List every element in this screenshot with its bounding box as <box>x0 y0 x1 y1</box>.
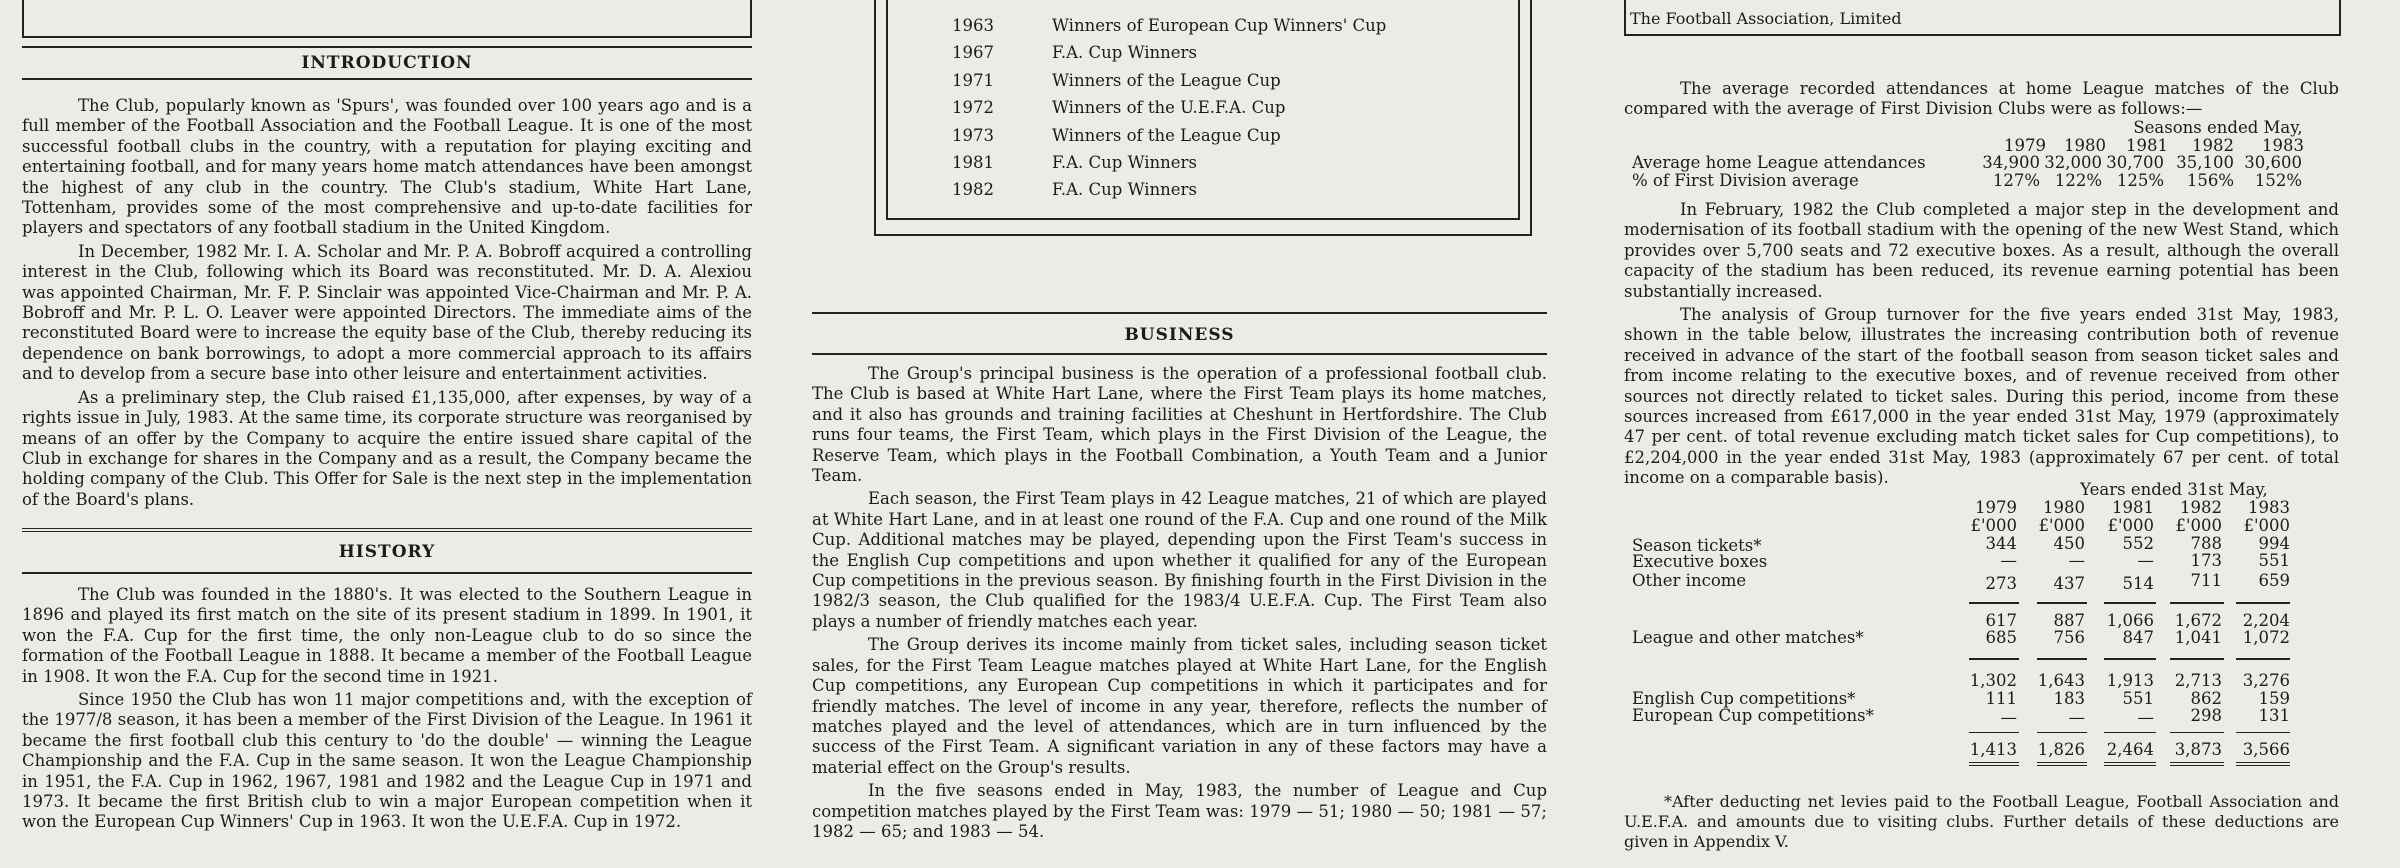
business-paragraph-3: The Group derives its income mainly from ticket sales, including season ticket sales, for the First Team League matches played at White Hart Lane, for the English Cup competitions, any European Cup competitions in which it participates and for friendly matches. The level of income in any year, therefore, reflects the number of matches played and the level of attendances, which are in turn influenced by the success of the First Team. A significant variation in any of these factors may have a material effect on the Group's results. <box>812 635 1547 777</box>
sum-rule <box>1969 602 2019 604</box>
history-paragraph-1: The Club was founded in the 1880's. It was elected to the Southern League in 1896 and played its first match on the site of its present stadium in 1899. In 1901, it won the F.A. Cup for the first time, the only non-League club to do so since the formation of the Football League in 1888. It became a member of the Football League in 1908. It won the F.A. Cup for the second time in 1921. <box>22 585 752 686</box>
honours-row: 1963 Winners of European Cup Winners' Cup <box>952 16 1387 35</box>
turnover-year: 1983 <box>2248 498 2290 517</box>
turnover-year: 1980 <box>2043 498 2085 517</box>
stadium-paragraph: In February, 1982 the Club completed a major step in the development and modernisation of its football stadium with the opening of the new West Stand, which provides over 5,700 seats and 72 executive boxes. As a result, although the overall capacity of the stadium has been reduced, its revenue earning potential has been substantially increased. <box>1624 200 2339 301</box>
turnover-unit: £'000 <box>2038 516 2085 535</box>
honours-list <box>952 12 1386 204</box>
business-paragraph-4: In the five seasons ended in May, 1983, the number of League and Cup competition matches played by the First Team was: 1979 — 51; 1980 — 50; 1981 — 57; 1982 — 65; and 1983 — 54. <box>812 781 1547 841</box>
turnover-unit: £'000 <box>2107 516 2154 535</box>
turnover-total: 2,464 <box>2106 740 2154 759</box>
attendance-row-label: % of First Division average <box>1632 171 1859 190</box>
turnover-year: 1979 <box>1975 498 2017 517</box>
divider <box>812 353 1547 355</box>
business-body <box>812 364 1547 842</box>
divider <box>22 46 752 48</box>
total-double-rule <box>2170 762 2224 766</box>
honours-row: 1982 F.A. Cup Winners <box>952 180 1197 200</box>
turnover-footnote: *After deducting net levies paid to the Football League, Football Association and U.E.F.A. and amounts due to visiting clubs. Further details of these deductions are given in Appendix V. <box>1624 792 2339 851</box>
attendance-row-label: Average home League attendances <box>1632 153 1926 172</box>
box-caption: The Football Association, Limited <box>1630 9 1902 28</box>
honours-row: 1971 Winners of the League Cup <box>952 70 1281 90</box>
top-box-fragment <box>22 0 752 38</box>
sum-rule <box>1969 732 2019 733</box>
section-heading-history: HISTORY <box>338 542 436 562</box>
sum-rule <box>2037 732 2087 733</box>
sum-rule <box>2236 658 2290 660</box>
turnover-unit: £'000 <box>2175 516 2222 535</box>
divider <box>22 78 752 80</box>
attendance-intro: The average recorded attendances at home League matches of the Club compared with the average of First Division Clubs were as follows:— <box>1624 79 2339 119</box>
turnover-total: 3,566 <box>2242 740 2290 759</box>
turnover-row-label: Other income <box>1632 571 1747 590</box>
attendance-header: Seasons ended May, <box>2133 118 2303 137</box>
history-paragraph-2: Since 1950 the Club has won 11 major competitions and, with the exception of the 1977/8 season, it has been a member of the First Division of the League. In 1961 it became the first football club this century to 'do the double' — winning the League Championship and the F.A. Cup in the same season. It won the League Championship in 1951, the F.A. Cup in 1962, 1967, 1981 and 1982 and the League Cup in 1971 and 1973. It became the first British club to win a major European competition when it won the European Cup Winners' Cup in 1963. It won the U.E.F.A. Cup in 1972. <box>22 690 752 832</box>
sum-rule <box>2037 602 2087 604</box>
sum-rule <box>1969 658 2019 660</box>
sum-rule <box>2104 732 2156 733</box>
turnover-row-label: Executive boxes <box>1632 552 1768 571</box>
honours-row: 1972 Winners of the U.E.F.A. Cup <box>952 98 1286 118</box>
turnover-unit: £'000 <box>2243 516 2290 535</box>
sum-rule <box>2170 658 2224 660</box>
turnover-intro <box>1624 200 2339 489</box>
introduction-body <box>22 96 752 510</box>
turnover-row-label: European Cup competitions* <box>1632 706 1874 725</box>
turnover-total: 1,413 <box>1969 740 2017 759</box>
turnover-unit: £'000 <box>1970 516 2017 535</box>
sum-rule <box>2236 732 2290 733</box>
divider <box>22 528 752 532</box>
honours-row: 1967 F.A. Cup Winners <box>952 43 1197 63</box>
sum-rule <box>2170 732 2224 733</box>
total-double-rule <box>1969 762 2019 766</box>
divider <box>22 572 752 574</box>
business-paragraph-2: Each season, the First Team plays in 42 League matches, 21 of which are played at White Hart Lane, and in at least one round of the F.A. Cup and one round of the Milk Cup. Additional matches may be played, depending upon the First Team's success in the English Cup competitions and upon whether it qualified for any of the European Cup competitions in the previous season. By finishing fourth in the First Division in the 1982/3 season, the Club qualified for the 1983/4 U.E.F.A. Cup. The First Team also plays a number of friendly matches each year. <box>812 489 1547 631</box>
section-heading-business: BUSINESS <box>1124 325 1235 345</box>
business-paragraph-1: The Group's principal business is the operation of a professional football club. The Club is based at White Hart Lane, where the First Team plays its home matches, and it also has grounds and training facilities at Cheshunt in Hertfordshire. The Club runs four teams, the First Team, which plays in the First Division of the League, the Reserve Team, which plays in the Football Combination, a Youth Team and a Junior Team. <box>812 364 1547 486</box>
turnover-row-label: English Cup competitions* <box>1632 689 1856 708</box>
attendance-year: 1983 <box>2262 136 2304 155</box>
divider <box>812 312 1547 314</box>
sum-rule <box>2170 602 2224 604</box>
sum-rule <box>2037 658 2087 660</box>
total-double-rule <box>2236 762 2290 766</box>
intro-paragraph-3: As a preliminary step, the Club raised £1,135,000, after expenses, by way of a rights issue in July, 1983. At the same time, its corporate structure was reorganised by means of an offer by the Company to acquire the entire issued share capital of the Club in exchange for shares in the Company and as a result, the Company became the holding company of the Club. This Offer for Sale is the next step in the implementation of the Board's plans. <box>22 387 752 509</box>
sum-rule <box>2236 602 2290 604</box>
history-body <box>22 585 752 833</box>
total-double-rule <box>2037 762 2087 766</box>
turnover-paragraph: The analysis of Group turnover for the five years ended 31st May, 1983, shown in the table below, illustrates the increasing contribution both of revenue received in advance of the start of the football season from season ticket sales and from income relating to the executive boxes, and of revenue received from other sources not directly related to ticket sales. During this period, income from these sources increased from £617,000 in the year ended 31st May, 1979 (approximately 47 per cent. of total revenue excluding match ticket sales for Cup competitions), to £2,204,000 in the year ended 31st May, 1983 (approximately 67 per cent. of total income on a comparable basis). <box>1624 305 2339 488</box>
honours-row: 1981 F.A. Cup Winners <box>952 153 1197 173</box>
attendance-year: 1979 <box>2004 136 2046 155</box>
sum-rule <box>2104 658 2156 660</box>
turnover-year: 1982 <box>2180 498 2222 517</box>
total-double-rule <box>2104 762 2156 766</box>
attendance-year: 1982 <box>2192 136 2234 155</box>
turnover-year: 1981 <box>2112 498 2154 517</box>
turnover-total: 1,826 <box>2037 740 2085 759</box>
turnover-total: 3,873 <box>2174 740 2222 759</box>
section-heading-introduction: INTRODUCTION <box>301 53 473 73</box>
turnover-row-label: League and other matches* <box>1632 628 1864 647</box>
intro-paragraph-1: The Club, popularly known as 'Spurs', was founded over 100 years ago and is a full member of the Football Association and the Football League. It is one of the most successful football clubs in the country, with a reputation for playing exciting and entertaining football, and for many years home match attendances have been amongst the highest of any club in the country. The Club's stadium, White Hart Lane, Tottenham, provides some of the most comprehensive and up-to-date facilities for players and spectators of any football stadium in the United Kingdom. <box>22 96 752 238</box>
attendance-year: 1981 <box>2126 136 2168 155</box>
attendance-year: 1980 <box>2064 136 2106 155</box>
turnover-header: Years ended 31st May, <box>2080 480 2268 499</box>
sum-rule <box>2104 602 2156 604</box>
intro-paragraph-2: In December, 1982 Mr. I. A. Scholar and Mr. P. A. Bobroff acquired a controlling interest in the Club, following which its Board was reconstituted. Mr. D. A. Alexiou was appointed Chairman, Mr. F. P. Sinclair was appointed Vice-Chairman and Mr. P. A. Bobroff and Mr. P. L. O. Leaver were appointed Directors. The immediate aims of the reconstituted Board were to increase the equity base of the Club, thereby reducing its dependence on bank borrowings, to adopt a more commercial approach to its affairs and to develop from a secure base into other leisure and entertainment activities. <box>22 241 752 384</box>
honours-row: 1973 Winners of the League Cup <box>952 125 1281 145</box>
turnover-row-label: Season tickets* <box>1632 536 1762 555</box>
